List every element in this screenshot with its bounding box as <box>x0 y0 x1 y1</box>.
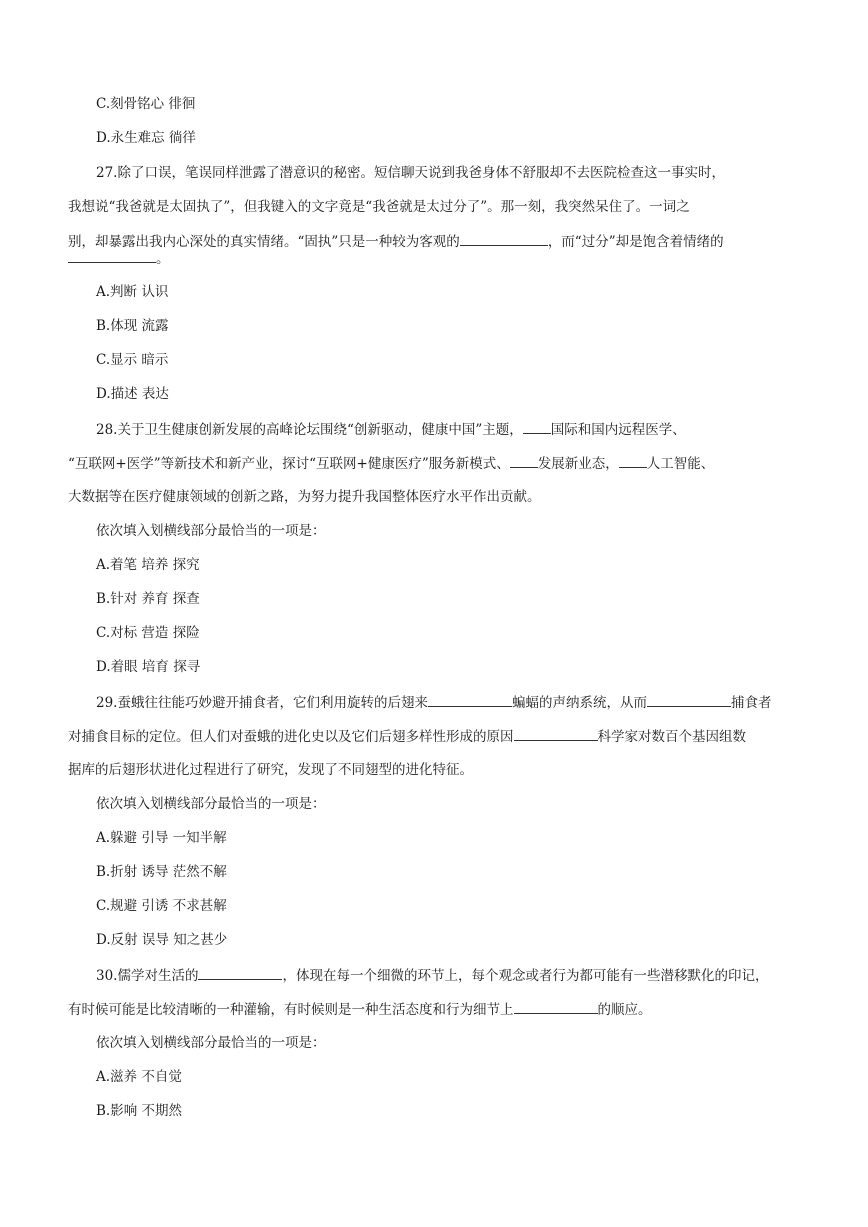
q27-option-a: A.判断 认识 <box>96 284 169 300</box>
q26-option-d: D.永生难忘 徜徉 <box>96 130 196 146</box>
q27-text-line-2: 我想说“我爸就是太固执了”，但我键入的文字竟是“我爸就是太过分了”。那一刻，我突然呆住了。一词之 <box>68 199 690 215</box>
q27-option-b: B.体现 流露 <box>96 318 169 334</box>
q29-text-line-3: 据库的后翅形状进化过程进行了研究，发现了不同翅型的进化特征。 <box>68 762 473 778</box>
q28-option-a: A.着笔 培养 探究 <box>96 557 200 573</box>
q28-option-d: D.着眼 培育 探寻 <box>96 659 201 675</box>
answer-blank <box>514 727 598 741</box>
q29-prompt: 依次填入划横线部分最恰当的一项是： <box>96 796 326 812</box>
q30-text-line-2: 有时候可能是比较清晰的一种灌输，有时候则是一种生活态度和行为细节上 的顺应。 <box>68 1002 652 1018</box>
q28-prompt: 依次填入划横线部分最恰当的一项是： <box>96 523 326 539</box>
q27-text-line-4: 。 <box>68 249 170 268</box>
q29-option-a: A.躲避 引导 一知半解 <box>96 830 227 846</box>
q29-option-b: B.折射 诱导 茫然不解 <box>96 864 227 880</box>
q26-option-c: C.刻骨铭心 徘徊 <box>96 96 196 112</box>
answer-blank <box>514 1000 598 1014</box>
q28-text-line-3: 大数据等在医疗健康领域的创新之路，为努力提升我国整体医疗水平作出贡献。 <box>68 489 541 505</box>
q27-option-c: C.显示 暗示 <box>96 352 169 368</box>
answer-blank <box>68 249 156 263</box>
q29-text-line-2: 对捕食目标的定位。但人们对蚕蛾的进化史以及它们后翅多样性形成的原因 科学家对数百个基因组数 <box>68 729 746 745</box>
answer-blank <box>460 232 548 246</box>
answer-blank <box>523 420 551 434</box>
q29-option-c: C.规避 引诱 不求甚解 <box>96 898 227 914</box>
q28-option-c: C.对标 营造 探险 <box>96 625 200 641</box>
q29-text-line-1: 29.蚕蛾往往能巧妙避开捕食者，它们利用旋转的后翅来 蝙蝠的声纳系统，从而 捕食者 <box>96 695 772 711</box>
answer-blank <box>198 966 282 980</box>
q30-option-a: A.滋养 不自觉 <box>96 1069 182 1085</box>
answer-blank <box>428 693 512 707</box>
q29-option-d: D.反射 误导 知之甚少 <box>96 932 228 948</box>
q28-option-b: B.针对 养育 探查 <box>96 591 200 607</box>
q30-text-line-1: 30.儒学对生活的 ，体现在每一个细微的环节上，每个观念或者行为都可能有一些潜移默化的印记， <box>96 968 769 984</box>
q27-text-line-1: 27.除了口误，笔误同样泄露了潜意识的秘密。短信聊天说到我爸身体不舒服却不去医院检查这一事实时， <box>96 165 725 181</box>
q28-text-line-2: “互联网+医学”等新技术和新产业，探讨“互联网+健康医疗”服务新模式、 发展新业态， 人工智能、 <box>68 456 715 472</box>
answer-blank <box>510 454 538 468</box>
answer-blank <box>647 693 731 707</box>
q27-text-line-3: 别，却暴露出我内心深处的真实情绪。“固执”只是一种较为客观的 ，而“过分”却是饱含着情绪的 <box>68 234 724 250</box>
q27-option-d: D.描述 表达 <box>96 386 169 402</box>
answer-blank <box>619 454 647 468</box>
q28-text-line-1: 28.关于卫生健康创新发展的高峰论坛围绕“创新驱动，健康中国”主题， 国际和国内远程医学、 <box>96 422 686 438</box>
q30-prompt: 依次填入划横线部分最恰当的一项是： <box>96 1035 326 1051</box>
q30-option-b: B.影响 不期然 <box>96 1103 183 1119</box>
